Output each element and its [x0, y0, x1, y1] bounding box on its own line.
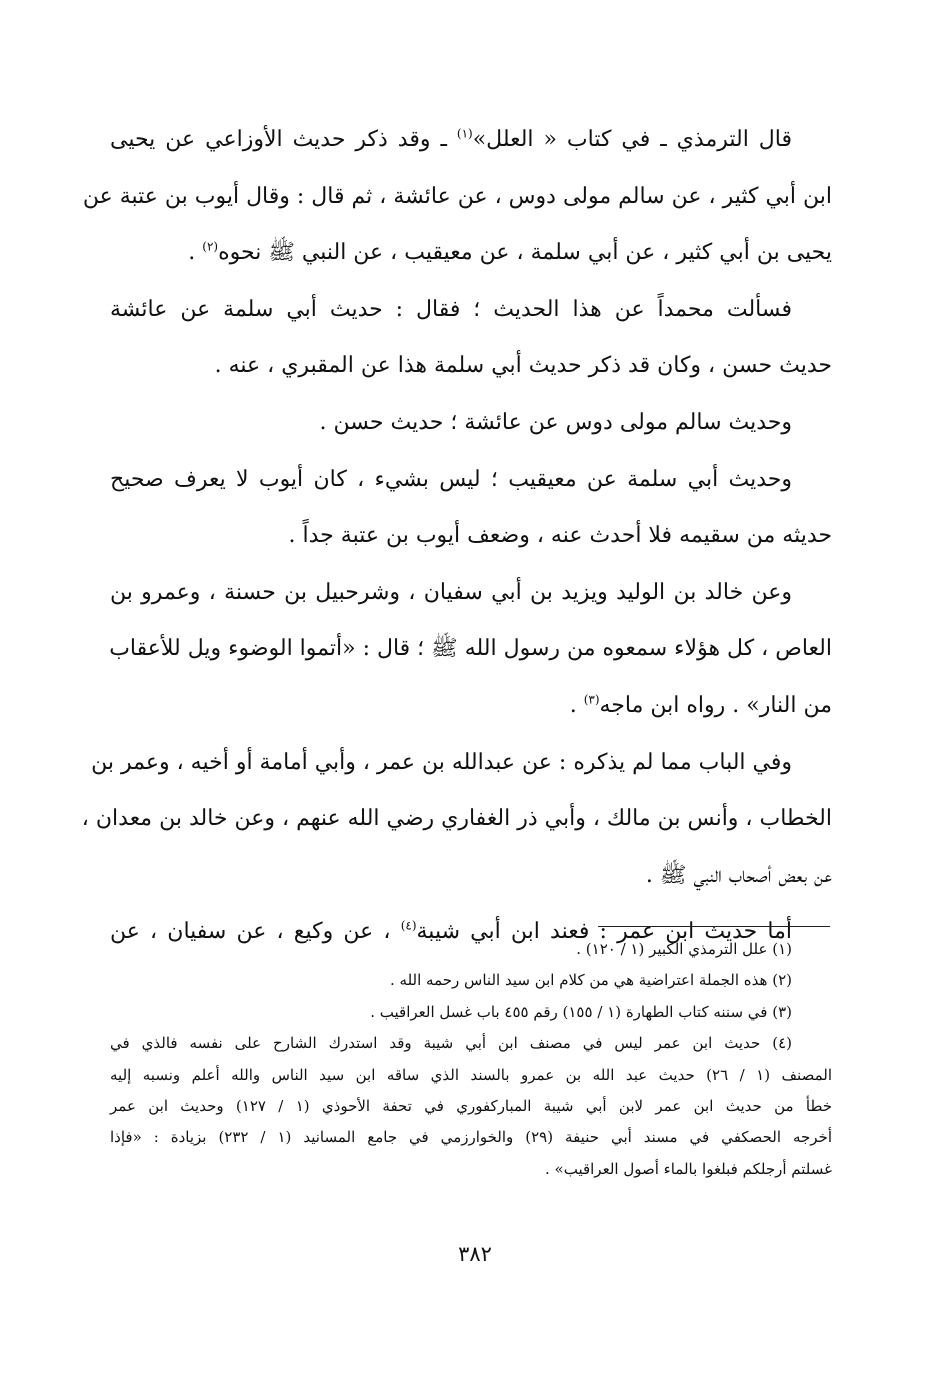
paragraph-3: [110, 395, 832, 452]
text-segment: .: [569, 692, 584, 718]
text-line: [110, 225, 832, 282]
footnote-4-line: خطأ من حديث ابن عمر لابن أبي شيبة المباركفوري في تحفة الأحوذي (١ / ١٢٧) وحديث ابن عمر: [110, 1096, 833, 1115]
paragraph-5: [110, 565, 832, 735]
text-line: وفي الباب مما لم يذكره : عن عبدالله بن عمر ، وأبي أمامة أو أخيه ، وعمر بن: [91, 749, 792, 775]
text-line: العاص ، كل هؤلاء سمعوه من رسول الله ﷺ ؛ قال : «أتموا الوضوء ويل للأعقاب: [109, 636, 832, 662]
paragraph-4: [110, 452, 832, 565]
text-line: حديثه من سقيمه فلا أحدث عنه ، وضعف أيوب بن عتبة جداً .: [288, 523, 832, 549]
text-line: [110, 678, 832, 735]
footnote-4-line: غسلتم أرجلكم فبلغوا بالماء أصول العراقيب» .: [545, 1159, 832, 1178]
text-line: عن بعض أصحاب النبي ﷺ .: [645, 862, 832, 888]
page-number: ٣٨٢: [458, 1242, 492, 1266]
paragraph-6: [81, 735, 832, 905]
footnote-4-line: المصنف (١ / ٢٦) حديث عبد الله بن عمرو بالسند الذي ساقه ابن سيد الناس والله أعلم ونسبه إليه: [110, 1065, 833, 1084]
main-text: [81, 112, 832, 961]
paragraph-2: [110, 282, 832, 395]
footnote-ref-1: (١): [456, 126, 473, 141]
footnote-2: (٢) هذه الجملة اعتراضية هي من كلام ابن سيد الناس رحمه الله .: [390, 971, 792, 990]
footnote-4-line: أخرجه الحصكفي في مسند أبي حنيفة (٢٩) والخوارزمي في جامع المسانيد (١ / ٢٣٢) بزيادة : «فإذا: [110, 1128, 832, 1147]
text-segment: ـ وقد ذكر حديث الأوزاعي عن يحيى: [110, 127, 457, 152]
text-line: وحديث سالم مولى دوس عن عائشة ؛ حديث حسن .: [319, 409, 792, 435]
text-line: وعن خالد بن الوليد ويزيد بن أبي سفيان ، وشرحبيل بن حسنة ، وعمرو بن: [110, 579, 792, 605]
footnote-ref-3: (٣): [583, 692, 600, 707]
footnotes: [110, 934, 832, 1185]
footnote-4-line: (٤) حديث ابن عمر ليس في مصنف ابن أبي شيبة وقد استدرك الشارح على نفسه فالذي في: [110, 1034, 792, 1053]
text-segment: قال الترمذي ـ في كتاب « العلل»: [472, 127, 792, 152]
footnote-ref-4: (٤): [400, 918, 417, 933]
text-segment: يحيى بن أبي كثير ، عن أبي سلمة ، عن معيقيب ، عن النبي ﷺ نحوه: [218, 240, 832, 266]
text-line: [110, 112, 832, 169]
paragraph-1: [82, 112, 832, 282]
text-segment: ، عن وكيع ، عن سفيان ، عن: [110, 919, 401, 945]
text-segment: .: [188, 240, 203, 266]
text-segment: أما حديث ابن عمر : فعند ابن أبي شيبة: [416, 919, 792, 945]
footnote-1: (١) علل الترمذي الكبير (١ / ١٢٠) .: [576, 940, 792, 958]
footnote-divider: [598, 926, 830, 927]
text-line: ابن أبي كثير ، عن سالم مولى دوس ، عن عائشة ، ثم قال : وقال أيوب بن عتبة عن: [82, 183, 832, 209]
footnote-3: (٣) في سننه كتاب الطهارة (١ / ١٥٥) رقم ٤٥٥ باب غسل العراقيب .: [370, 1002, 792, 1021]
text-line: وحديث أبي سلمة عن معيقيب ؛ ليس بشيء ، كان أيوب لا يعرف صحيح: [110, 466, 792, 492]
footnote-ref-2: (٢): [202, 239, 219, 254]
text-line: فسألت محمداً عن هذا الحديث ؛ فقال : حديث أبي سلمة عن عائشة: [110, 296, 792, 322]
text-segment: من النار» . رواه ابن ماجه: [599, 692, 832, 718]
text-line: الخطاب ، وأنس بن مالك ، وأبي ذر الغفاري رضي الله عنهم ، وعن خالد بن معدان ،: [81, 806, 832, 832]
text-line: حديث حسن ، وكان قد ذكر حديث أبي سلمة هذا عن المقبري ، عنه .: [214, 353, 832, 379]
